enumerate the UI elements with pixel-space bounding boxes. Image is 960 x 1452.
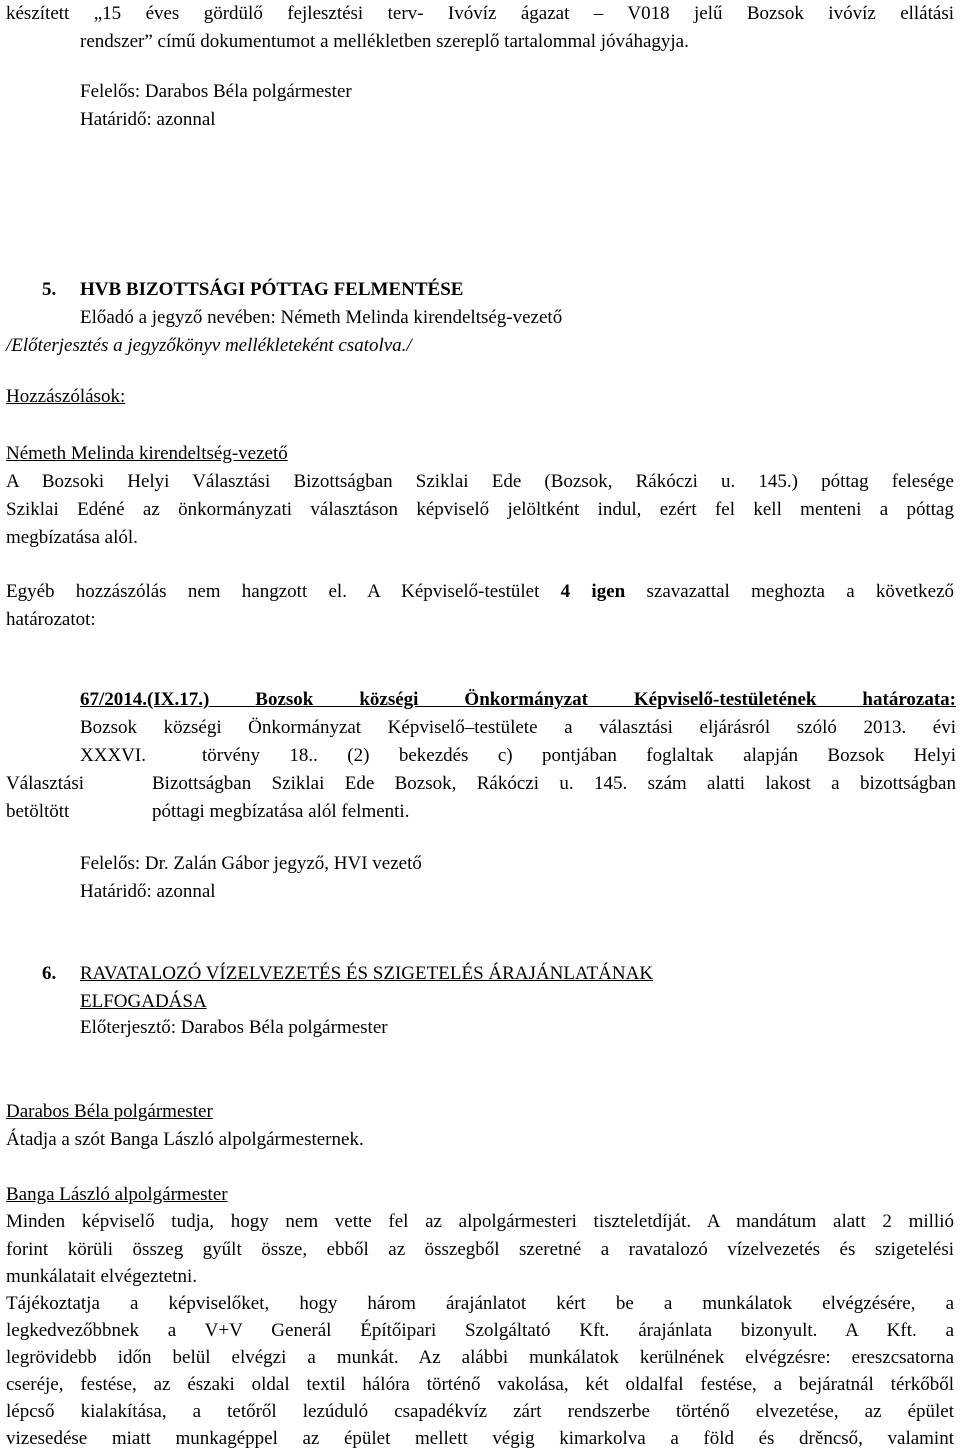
agenda-title: ELFOGADÁSA — [80, 991, 207, 1012]
speech-line: munkálatait elvégeztetni. — [6, 1266, 197, 1287]
speech-line: legkedvezőbbnek a V+V Generál Építőipari Szolgáltató Kft. árajánlata bizonyult. A Kft. a — [6, 1320, 954, 1341]
speech-line: Minden képviselő tudja, hogy nem vette fel az alpolgármesteri tiszteletdíját. A mandátum alatt 2 millió — [6, 1211, 954, 1232]
comments-heading: Hozzászólások: — [6, 386, 126, 407]
responsible-line: Felelős: Darabos Béla polgármester — [80, 81, 352, 102]
resolution-line: Bizottságban Sziklai Ede Bozsok, Rákóczi u. 145. szám alatti lakost a bizottságban — [152, 773, 956, 794]
presenter-line: Előadó a jegyző nevében: Németh Melinda kirendeltség-vezető — [80, 307, 563, 328]
speech-line: forint körüli összeg gyűlt össze, ebből az összegből szeretné a ravatalozó vízelvezetés és szigetelési — [6, 1239, 954, 1260]
resolution-line: Bozsok községi Önkormányzat Képviselő–testülete a választási eljárásról szóló 2013. évi — [80, 717, 956, 738]
paragraph-line: rendszer” című dokumentumot a mellékletben szereplő tartalommal jóváhagyja. — [80, 31, 689, 52]
speaker-name: Németh Melinda kirendeltség-vezető — [6, 443, 288, 464]
agenda-number: 6. — [42, 963, 57, 984]
speech-line: vizesedése miatt munkagéppel az épület mellett végig kimarkolva a föld és drěncső, valamint — [6, 1428, 954, 1449]
resolution-line-start: XXXVI. — [80, 745, 146, 766]
resolution-heading — [80, 686, 956, 713]
speech-line: A Bozsoki Helyi Választási Bizottságban Sziklai Ede (Bozsok, Rákóczi u. 145.) póttag felesége — [6, 471, 954, 492]
speech-line: Átadja a szót Banga László alpolgármesternek. — [6, 1129, 364, 1150]
speech-line: lépcső kialakítása, a tetőről lezúduló csapadékvíz zárt rendszerbe történő elvezetése, az épület — [6, 1401, 954, 1422]
agenda-title: HVB BIZOTTSÁGI PÓTTAG FELMENTÉSE — [80, 279, 464, 300]
resolution-line-start: betöltött — [6, 801, 70, 822]
speech-line: legrövidebb időn belül elvégzi a munkát. Az alábbi munkálatok kerülnének elvégzésre: ereszcsatorna — [6, 1347, 954, 1368]
speech-line: Tájékoztatja a képviselőket, hogy három árajánlatot kért be a munkálatok elvégzésére, a — [6, 1293, 954, 1314]
resolution-title: Bozsok községi Önkormányzat Képviselő-testületének határozata: — [255, 689, 957, 710]
vote-line — [6, 578, 954, 605]
resolution-line: törvény 18.. (2) bekezdés c) pontjában foglaltak alapján Bozsok Helyi — [202, 745, 956, 766]
speech-line: megbízatása alól. — [6, 527, 138, 548]
speech-line: Sziklai Edéné az önkormányzati választáson képviselő jelöltként indul, ezért fel kell menteni a póttag — [6, 499, 954, 520]
resolution-number: 67/2014.(IX.17.) — [80, 689, 210, 710]
speaker-name: Banga László alpolgármester — [6, 1184, 228, 1205]
paragraph-line: készített „15 éves gördülő fejlesztési terv- Ivóvíz ágazat – V018 jelű Bozsok ivóvíz ellátási — [6, 3, 954, 24]
deadline-line: Határidő: azonnal — [80, 109, 216, 130]
responsible-line: Felelős: Dr. Zalán Gábor jegyző, HVI vezető — [80, 853, 422, 874]
vote-text-pre: Egyéb hozzászólás nem hangzott el. A Képviselő-testület — [6, 581, 540, 602]
attachment-note: /Előterjesztés a jegyzőkönyv mellékleteként csatolva./ — [6, 335, 412, 356]
agenda-number: 5. — [42, 279, 57, 300]
deadline-line: Határidő: azonnal — [80, 881, 216, 902]
presenter-line: Előterjesztő: Darabos Béla polgármester — [80, 1017, 388, 1038]
resolution-line-start: Választási — [6, 773, 85, 794]
speech-line: cseréje, festése, az északi oldal textil hálóra történő vakolása, két oldalfal festése, a bejáratnál térkőből — [6, 1374, 954, 1395]
resolution-line: póttagi megbízatása alól felmenti. — [152, 801, 410, 822]
vote-count: 4 igen — [560, 581, 626, 602]
agenda-title: RAVATALOZÓ VÍZELVEZETÉS ÉS SZIGETELÉS ÁRAJÁNLATÁNAK — [80, 963, 654, 984]
vote-text-post: szavazattal meghozta a következő — [646, 581, 955, 602]
vote-line: határozatot: — [6, 609, 96, 630]
speaker-name: Darabos Béla polgármester — [6, 1101, 213, 1122]
